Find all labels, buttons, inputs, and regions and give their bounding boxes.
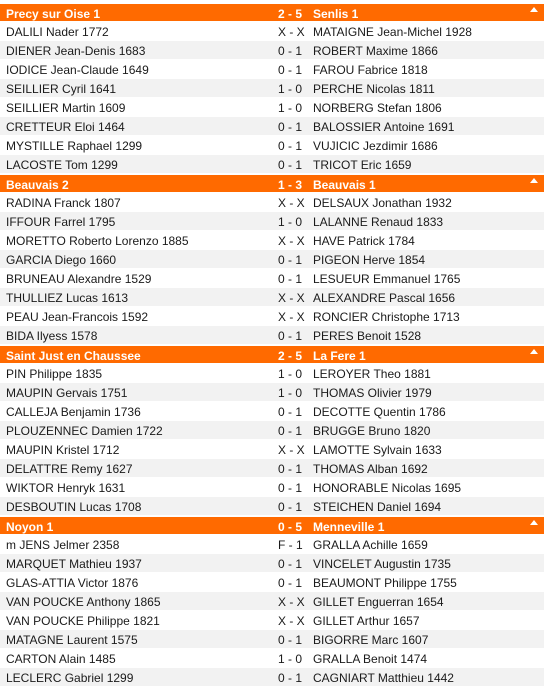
away-team-name: Menneville 1 (313, 520, 385, 534)
board-row (0, 79, 544, 98)
away-player: ROBERT Maxime 1866 (313, 44, 438, 58)
board-row (0, 364, 544, 383)
away-player: NORBERG Stefan 1806 (313, 101, 442, 115)
away-player: VINCELET Augustin 1735 (313, 557, 451, 571)
board-result: 0 - 1 (278, 405, 303, 419)
board-result: 1 - 0 (278, 652, 303, 666)
away-player: FAROU Fabrice 1818 (313, 63, 428, 77)
away-player: RONCIER Christophe 1713 (313, 310, 460, 324)
board-result: X - X (278, 234, 305, 248)
board-result: 0 - 1 (278, 44, 303, 58)
home-player: SEILLIER Cyril 1641 (6, 82, 117, 96)
away-player: LAMOTTE Sylvain 1633 (313, 443, 442, 457)
collapse-triangle-icon[interactable] (530, 520, 538, 525)
board-result: 0 - 1 (278, 424, 303, 438)
home-player: GARCIA Diego 1660 (6, 253, 117, 267)
away-player: BEAUMONT Philippe 1755 (313, 576, 457, 590)
away-player: MATAIGNE Jean-Michel 1928 (313, 25, 472, 39)
board-result: 1 - 0 (278, 101, 303, 115)
home-player: VAN POUCKE Philippe 1821 (6, 614, 160, 628)
away-player: THOMAS Alban 1692 (313, 462, 428, 476)
board-row (0, 288, 544, 307)
home-player: MYSTILLE Raphael 1299 (6, 139, 143, 153)
home-player: IFFOUR Farrel 1795 (6, 215, 116, 229)
board-result: 0 - 1 (278, 576, 303, 590)
away-player: PERCHE Nicolas 1811 (313, 82, 435, 96)
home-player: DELATTRE Remy 1627 (6, 462, 133, 476)
away-player: ALEXANDRE Pascal 1656 (313, 291, 456, 305)
match-score: 1 - 3 (278, 178, 303, 192)
away-player: VUJICIC Jezdimir 1686 (313, 139, 438, 153)
away-player: DECOTTE Quentin 1786 (313, 405, 446, 419)
match-score: 2 - 5 (278, 7, 303, 21)
match-header[interactable] (0, 174, 544, 193)
home-player: MORETTO Roberto Lorenzo 1885 (6, 234, 189, 248)
collapse-triangle-icon[interactable] (530, 178, 538, 183)
board-row (0, 535, 544, 554)
away-player: LESUEUR Emmanuel 1765 (313, 272, 461, 286)
away-player: TRICOT Eric 1659 (313, 158, 412, 172)
home-team-name: Saint Just en Chaussee (6, 349, 141, 363)
home-player: IODICE Jean-Claude 1649 (6, 63, 149, 77)
board-row (0, 250, 544, 269)
collapse-triangle-icon[interactable] (530, 7, 538, 12)
home-player: MATAGNE Laurent 1575 (6, 633, 138, 647)
board-result: 0 - 1 (278, 253, 303, 267)
away-team-name: Senlis 1 (313, 7, 359, 21)
home-player: DESBOUTIN Lucas 1708 (6, 500, 142, 514)
home-player: m JENS Jelmer 2358 (6, 538, 120, 552)
home-player: BRUNEAU Alexandre 1529 (6, 272, 152, 286)
home-player: CARTON Alain 1485 (6, 652, 116, 666)
board-result: X - X (278, 310, 305, 324)
board-result: X - X (278, 25, 305, 39)
board-result: 1 - 0 (278, 386, 303, 400)
board-row (0, 307, 544, 326)
board-row (0, 611, 544, 630)
board-result: 0 - 1 (278, 329, 303, 343)
board-result: X - X (278, 443, 305, 457)
away-player: GRALLA Benoit 1474 (313, 652, 428, 666)
board-row (0, 269, 544, 288)
board-result: 0 - 1 (278, 500, 303, 514)
board-row (0, 440, 544, 459)
board-result: 0 - 1 (278, 63, 303, 77)
board-row (0, 630, 544, 649)
away-player: BALOSSIER Antoine 1691 (313, 120, 455, 134)
board-row (0, 459, 544, 478)
board-result: 0 - 1 (278, 557, 303, 571)
board-result: 0 - 1 (278, 671, 303, 685)
board-row (0, 155, 544, 174)
away-player: GILLET Enguerran 1654 (313, 595, 444, 609)
board-result: 1 - 0 (278, 82, 303, 96)
board-row (0, 22, 544, 41)
away-player: PIGEON Herve 1854 (313, 253, 426, 267)
home-player: CALLEJA Benjamin 1736 (6, 405, 141, 419)
board-row (0, 231, 544, 250)
away-team-name: Beauvais 1 (313, 178, 376, 192)
away-player: HAVE Patrick 1784 (313, 234, 415, 248)
home-player: BIDA Ilyess 1578 (6, 329, 98, 343)
home-player: GLAS-ATTIA Victor 1876 (6, 576, 139, 590)
home-player: RADINA Franck 1807 (6, 196, 121, 210)
away-player: BIGORRE Marc 1607 (313, 633, 429, 647)
home-player: DIENER Jean-Denis 1683 (6, 44, 146, 58)
board-row (0, 649, 544, 668)
board-row (0, 592, 544, 611)
board-row (0, 573, 544, 592)
board-result: 0 - 1 (278, 158, 303, 172)
board-row (0, 212, 544, 231)
board-result: F - 1 (278, 538, 303, 552)
board-result: 0 - 1 (278, 462, 303, 476)
home-player: VAN POUCKE Anthony 1865 (6, 595, 161, 609)
board-row (0, 554, 544, 573)
home-player: PEAU Jean-Francois 1592 (6, 310, 149, 324)
board-row (0, 497, 544, 516)
away-team-name: La Fere 1 (313, 349, 366, 363)
board-row (0, 98, 544, 117)
home-team-name: Noyon 1 (6, 520, 54, 534)
board-row (0, 117, 544, 136)
collapse-triangle-icon[interactable] (530, 349, 538, 354)
away-player: LALANNE Renaud 1833 (313, 215, 444, 229)
board-row (0, 136, 544, 155)
board-result: 0 - 1 (278, 481, 303, 495)
home-team-name: Precy sur Oise 1 (6, 7, 101, 21)
away-player: HONORABLE Nicolas 1695 (313, 481, 462, 495)
home-player: SEILLIER Martin 1609 (6, 101, 126, 115)
board-row (0, 383, 544, 402)
board-row (0, 193, 544, 212)
board-row (0, 668, 544, 687)
home-player: MARQUET Mathieu 1937 (6, 557, 142, 571)
away-player: CAGNIART Matthieu 1442 (313, 671, 454, 685)
board-result: 0 - 1 (278, 272, 303, 286)
board-result: X - X (278, 614, 305, 628)
match-score: 0 - 5 (278, 520, 303, 534)
home-player: CRETTEUR Eloi 1464 (6, 120, 125, 134)
board-row (0, 402, 544, 421)
board-result: 0 - 1 (278, 139, 303, 153)
away-player: STEICHEN Daniel 1694 (313, 500, 442, 514)
home-player: MAUPIN Gervais 1751 (6, 386, 128, 400)
board-row (0, 60, 544, 79)
match-header[interactable] (0, 345, 544, 364)
board-result: X - X (278, 291, 305, 305)
home-player: MAUPIN Kristel 1712 (6, 443, 120, 457)
home-player: PLOUZENNEC Damien 1722 (6, 424, 163, 438)
home-player: LECLERC Gabriel 1299 (6, 671, 134, 685)
board-row (0, 421, 544, 440)
board-result: 0 - 1 (278, 120, 303, 134)
away-player: GRALLA Achille 1659 (313, 538, 428, 552)
home-player: WIKTOR Henryk 1631 (6, 481, 126, 495)
home-player: LACOSTE Tom 1299 (6, 158, 118, 172)
board-result: X - X (278, 595, 305, 609)
board-result: 1 - 0 (278, 215, 303, 229)
board-row (0, 478, 544, 497)
board-row (0, 41, 544, 60)
board-result: X - X (278, 196, 305, 210)
home-team-name: Beauvais 2 (6, 178, 69, 192)
home-player: DALILI Nader 1772 (6, 25, 109, 39)
away-player: BRUGGE Bruno 1820 (313, 424, 431, 438)
away-player: GILLET Arthur 1657 (313, 614, 420, 628)
away-player: THOMAS Olivier 1979 (313, 386, 432, 400)
board-row (0, 326, 544, 345)
match-score: 2 - 5 (278, 349, 303, 363)
away-player: DELSAUX Jonathan 1932 (313, 196, 452, 210)
board-result: 0 - 1 (278, 633, 303, 647)
board-result: 1 - 0 (278, 367, 303, 381)
match-header[interactable] (0, 516, 544, 535)
match-header[interactable] (0, 3, 544, 22)
home-player: THULLIEZ Lucas 1613 (6, 291, 129, 305)
away-player: LEROYER Theo 1881 (313, 367, 431, 381)
home-player: PIN Philippe 1835 (6, 367, 103, 381)
away-player: PERES Benoit 1528 (313, 329, 422, 343)
